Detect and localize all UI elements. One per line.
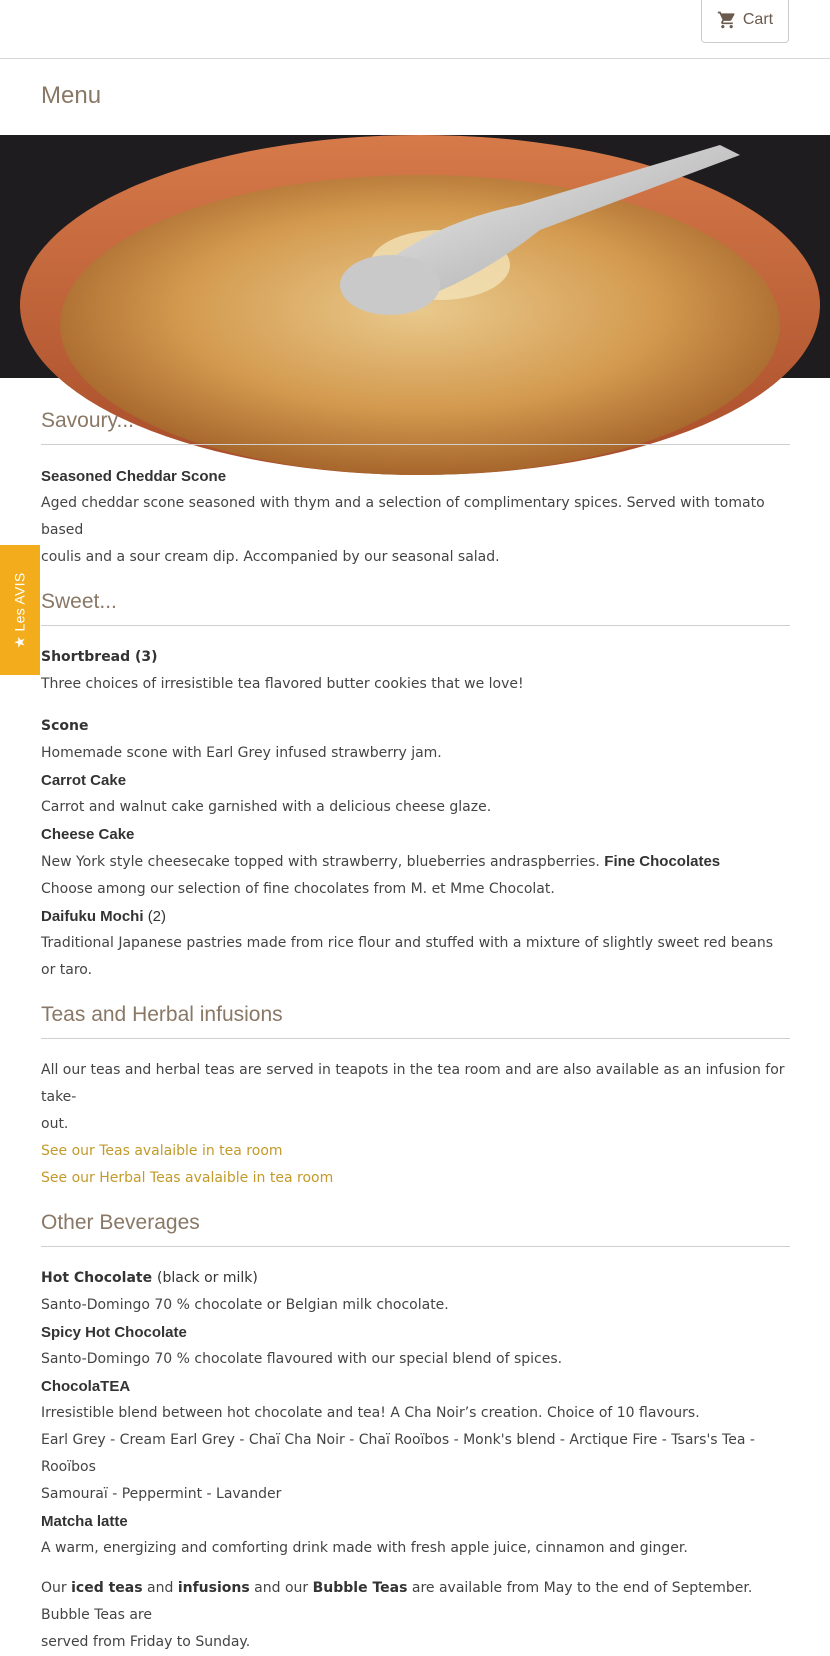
reviews-tab[interactable] — [0, 545, 40, 675]
item-name: Carrot Cake — [41, 772, 127, 789]
teas-description-cont: out. — [41, 1116, 69, 1132]
flavours-list: Earl Grey - Cream Earl Grey - Chaï Cha Noir - Chaï Rooïbos - Monk's blend - Arctique Fire - Tsars's Tea - Rooïbos — [41, 1432, 755, 1475]
item-name: Seasoned Cheddar Scone — [41, 468, 227, 485]
item-description: Choose among our selection of fine chocolates from M. et Mme Chocolat. — [41, 881, 555, 897]
item-name: Matcha latte — [41, 1513, 128, 1530]
hot-chocolate-extra: (black or milk) — [157, 1270, 258, 1286]
item-description: A warm, energizing and comforting drink made with fresh apple juice, cinnamon and ginger. — [41, 1540, 688, 1556]
hot-chocolate-name: Hot Chocolate — [41, 1270, 153, 1286]
item-name: Spicy Hot Chocolate — [41, 1324, 187, 1341]
menu-item — [41, 713, 790, 767]
cheese-cake-desc: New York style cheesecake topped with strawberry, blueberries andraspberries. — [41, 854, 600, 870]
shopping-cart-icon — [717, 10, 737, 30]
menu-item — [41, 644, 790, 698]
top-bar — [0, 0, 830, 59]
section-title-teas: Teas and Herbal infusions — [41, 1002, 790, 1039]
note-text: and our — [254, 1580, 309, 1596]
herbal-teas-link[interactable]: See our Herbal Teas avalaible in tea room — [41, 1170, 334, 1186]
note-text: are available from May to the end of September. Bubble Teas are — [41, 1580, 753, 1623]
item-description: Irresistible blend between hot chocolate and tea! A Cha Noir’s creation. Choice of 10 flavours. — [41, 1405, 700, 1421]
item-description: Traditional Japanese pastries made from rice flour and stuffed with a mixture of slightly sweet red beans or taro. — [41, 935, 774, 978]
item-description: Homemade scone with Earl Grey infused strawberry jam. — [41, 745, 442, 761]
item-description: Carrot and walnut cake garnished with a delicious cheese glaze. — [41, 799, 492, 815]
item-name: Scone — [41, 718, 89, 734]
menu-item — [41, 821, 790, 903]
note-text: and — [147, 1580, 174, 1596]
cart-label: Cart — [742, 11, 774, 28]
item-name: Cheese Cake — [41, 826, 135, 843]
mochi-count: (2) — [147, 908, 167, 925]
note-bold: infusions — [177, 1580, 250, 1596]
item-description — [41, 848, 790, 876]
menu-item — [41, 1508, 790, 1562]
item-name: Fine Chocolates — [604, 853, 721, 870]
menu-item — [41, 1265, 790, 1319]
cart-button[interactable] — [701, 0, 789, 43]
menu-item — [41, 1319, 790, 1373]
menu-item — [41, 1373, 790, 1508]
section-title-savoury: Savoury... — [41, 408, 790, 445]
note-bold: iced teas — [71, 1580, 143, 1596]
flavours-list-cont: Samouraï - Peppermint - Lavander — [41, 1486, 282, 1502]
seasonal-note — [41, 1575, 790, 1629]
reviews-tab-label: ★ Les AVIS — [11, 572, 28, 648]
item-description: Santo-Domingo 70 % chocolate or Belgian milk chocolate. — [41, 1297, 449, 1313]
page-title: Menu — [41, 82, 102, 109]
item-description: Aged cheddar scone seasoned with thym and a selection of complimentary spices. Served with tomato based — [41, 495, 765, 538]
item-name: Shortbread (3) — [41, 649, 158, 665]
item-name — [41, 1265, 790, 1292]
section-title-sweet: Sweet... — [41, 589, 790, 626]
note-text: Our — [41, 1580, 67, 1596]
menu-item — [41, 903, 790, 984]
teas-description: All our teas and herbal teas are served in teapots in the tea room and are also available as an infusion for take- — [41, 1062, 785, 1105]
teas-link[interactable]: See our Teas avalaible in tea room — [41, 1143, 283, 1159]
menu-item — [41, 463, 790, 571]
mochi-name: Daifuku Mochi — [41, 908, 144, 925]
item-description: Santo-Domingo 70 % chocolate flavoured with our special blend of spices. — [41, 1351, 563, 1367]
menu-content — [41, 408, 790, 1656]
item-name — [41, 903, 790, 930]
section-title-beverages: Other Beverages — [41, 1210, 790, 1247]
note-bold: Bubble Teas — [312, 1580, 408, 1596]
seasonal-note-cont: served from Friday to Sunday. — [41, 1634, 251, 1650]
item-name: ChocolaTEA — [41, 1378, 131, 1395]
hero-image — [0, 135, 830, 378]
item-description: Three choices of irresistible tea flavored butter cookies that we love! — [41, 676, 524, 692]
item-description-cont: coulis and a sour cream dip. Accompanied by our seasonal salad. — [41, 549, 500, 565]
menu-item — [41, 767, 790, 821]
